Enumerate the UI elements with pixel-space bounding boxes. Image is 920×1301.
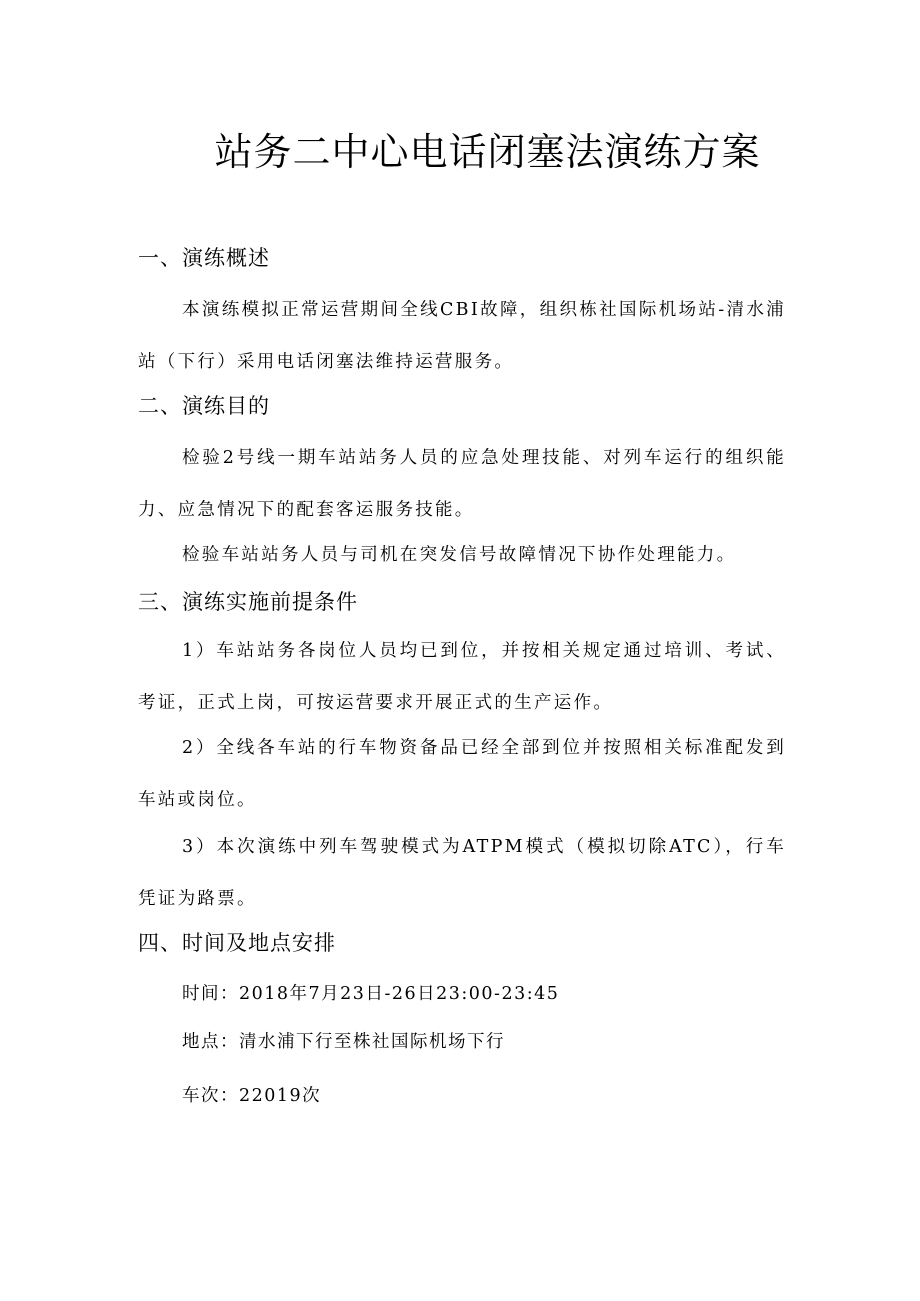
section-heading-preconditions: 三、演练实施前提条件 — [138, 590, 358, 614]
section-paragraph: 检验车站站务人员与司机在突发信号故障情况下协作处理能力。 — [182, 545, 737, 565]
section-heading-overview: 一、演练概述 — [138, 246, 270, 270]
section-paragraph: 3）本次演练中列车驾驶模式为ATPM模式（模拟切除ATC），行车凭证为路票。 — [138, 837, 786, 909]
schedule-location: 地点：清水浦下行至株社国际机场下行 — [182, 1032, 505, 1052]
section-heading-schedule: 四、时间及地点安排 — [138, 931, 336, 955]
document-title: 站务二中心电话闭塞法演练方案 — [214, 130, 761, 174]
section-heading-purpose: 二、演练目的 — [138, 394, 270, 418]
section-paragraph: 1）车站站务各岗位人员均已到位，并按相关规定通过培训、考试、考证，正式上岗，可按运营要求开展正式的生产运作。 — [138, 641, 786, 713]
section-paragraph: 本演练模拟正常运营期间全线CBI故障，组织栋社国际机场站-清水浦站（下行）采用电话闭塞法维持运营服务。 — [138, 300, 786, 372]
section-paragraph: 2）全线各车站的行车物资备品已经全部到位并按照相关标准配发到车站或岗位。 — [138, 738, 786, 810]
schedule-train-number: 车次：22019次 — [182, 1086, 322, 1106]
schedule-time: 时间：2018年7月23日-26日23:00-23:45 — [182, 984, 560, 1004]
section-paragraph: 检验2号线一期车站站务人员的应急处理技能、对列车运行的组织能力、应急情况下的配套客运服务技能。 — [138, 448, 786, 520]
